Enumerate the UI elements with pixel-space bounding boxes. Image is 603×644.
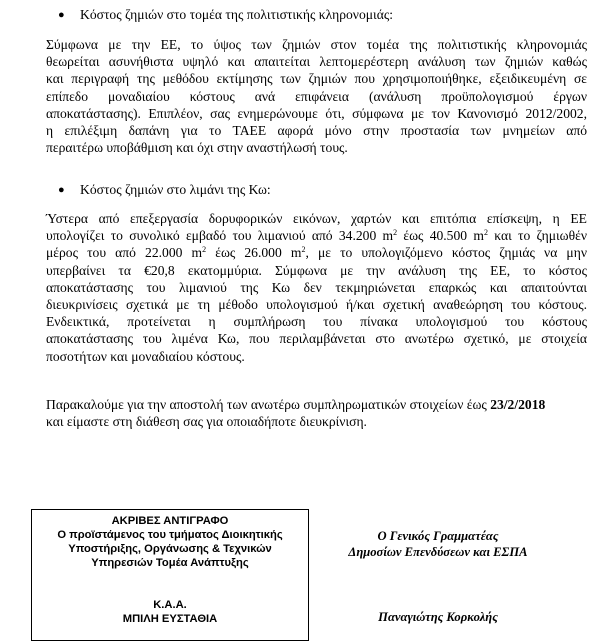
text-line: και είμαστε στη διάθεση σας για οποιαδήποτε διευκρίνιση.: [46, 414, 367, 430]
text-line: περαιτέρω υποβάθμιση και όχι στην αναστήλωσή τους.: [46, 140, 348, 156]
text-line: υπολογίζει το συνολικό εμβαδό του λιμανιού από 34.200 $m^2$ έως 40.500 $m^2$ και το ζημιωθέν: [46, 228, 587, 244]
text-line: επίπεδο μοναδιαίου κόστους ανά επιφάνεια (ανάλυση προϋπολογισμού έργων: [46, 88, 587, 104]
copy-box-line: Κ.Α.Α.: [153, 599, 187, 611]
text-line: Παρακαλούμε για την αποστολή των ανωτέρω συμπληρωματικών στοιχείων έως 23/2/2018: [46, 397, 546, 412]
copy-box-heading: ΑΚΡΙΒΕΣ ΑΝΤΙΓΡΑΦΟ: [111, 515, 229, 527]
text-line: αποκατάστασης). Επιπλέον, σας ενημερώνουμε ότι, σύμφωνα με τον Κανονισμό 2012/2002,: [46, 105, 587, 121]
signatory-name: Παναγιώτης Κορκολής: [378, 610, 498, 624]
copy-box-line: Υπηρεσιών Τομέα Ανάπτυξης: [91, 557, 249, 569]
bullet-text: Κόστος ζημιών στο τομέα της πολιτιστικής κληρονομιάς:: [80, 7, 393, 22]
bullet-icon: ●: [58, 184, 65, 196]
copy-box-line: Ο προϊστάμενος του τμήματος Διοικητικής: [57, 529, 283, 541]
text-line: ποσοτήτων και μοναδιαίου κόστους.: [46, 348, 245, 364]
bullet-text: Κόστος ζημιών στο λιμάνι της Κω:: [80, 182, 271, 197]
text-line: αποκατάστασης του λιμένα Κω, που περιλαμβάνεται στο ανωτέρω σχετικό, με στοιχεία: [46, 331, 587, 347]
copy-box-name: ΜΠΙΛΗ ΕΥΣΤΑΘΙΑ: [122, 613, 218, 625]
paragraph-cultural-heritage: [46, 36, 587, 156]
text-line: η επιλέξιμη δαπάνη για το ΤΑΕΕ αφορά μόνο στην προστασία των μνημείων από: [46, 122, 587, 138]
text-line: υπερβαίνει τα €20,8 εκατομμύρια. Σύμφωνα με την ανάλυση της ΕΕ, το κόστος: [46, 262, 587, 278]
text-line: αποκατάστασης του λιμανιού της Κω δεν τεκμηριώνεται επαρκώς και απαιτούνται: [46, 279, 587, 295]
deadline-date: 23/2/2018: [490, 397, 546, 412]
text-line: διευκρινίσεις σχετικά με τη μέθοδο υπολογισμού ή/και σχετική αναθεώρηση του κόστους.: [46, 296, 587, 312]
bullet-icon: ●: [58, 9, 65, 21]
certified-copy-box: [31, 509, 309, 641]
text-line: θεωρείται ασυνήθιστα υψηλό και απαιτείται λεπτομερέστερη ανάλυση των ζημιών καθώς: [46, 54, 587, 70]
text-line: Σύμφωνα με την ΕΕ, το ύψος των ζημιών στον τομέα της πολιτιστικής κληρονομιάς: [46, 37, 587, 52]
copy-box-line: Υποστήριξης, Οργάνωσης & Τεχνικών: [68, 543, 272, 555]
text-line: και περιγραφή της μεθόδου εκτίμησης των ζημιών που χρησιμοποιήθηκε, εξειδικευμένη σε: [46, 71, 587, 87]
text-line: Ενδεικτικά, προτείνεται η συμπλήρωση του πίνακα υπολογισμού του κόστους: [46, 314, 587, 330]
text-line: μέρος του από 22.000 $m^2$ έως 26.000 $m^2$, με το υπολογιζόμενο κόστος ζημιάς να μην: [46, 245, 587, 261]
paragraph-kos-port: [46, 210, 587, 365]
signatory-title: Δημοσίων Επενδύσεων και ΕΣΠΑ: [348, 545, 528, 559]
signatory-title: Ο Γενικός Γραμματέας: [377, 529, 499, 543]
paragraph-request: [46, 396, 587, 430]
text-line: Ύστερα από επεξεργασία δορυφορικών εικόνων, χαρτών και επιτόπια επίσκεψη, η ΕΕ: [46, 211, 587, 226]
